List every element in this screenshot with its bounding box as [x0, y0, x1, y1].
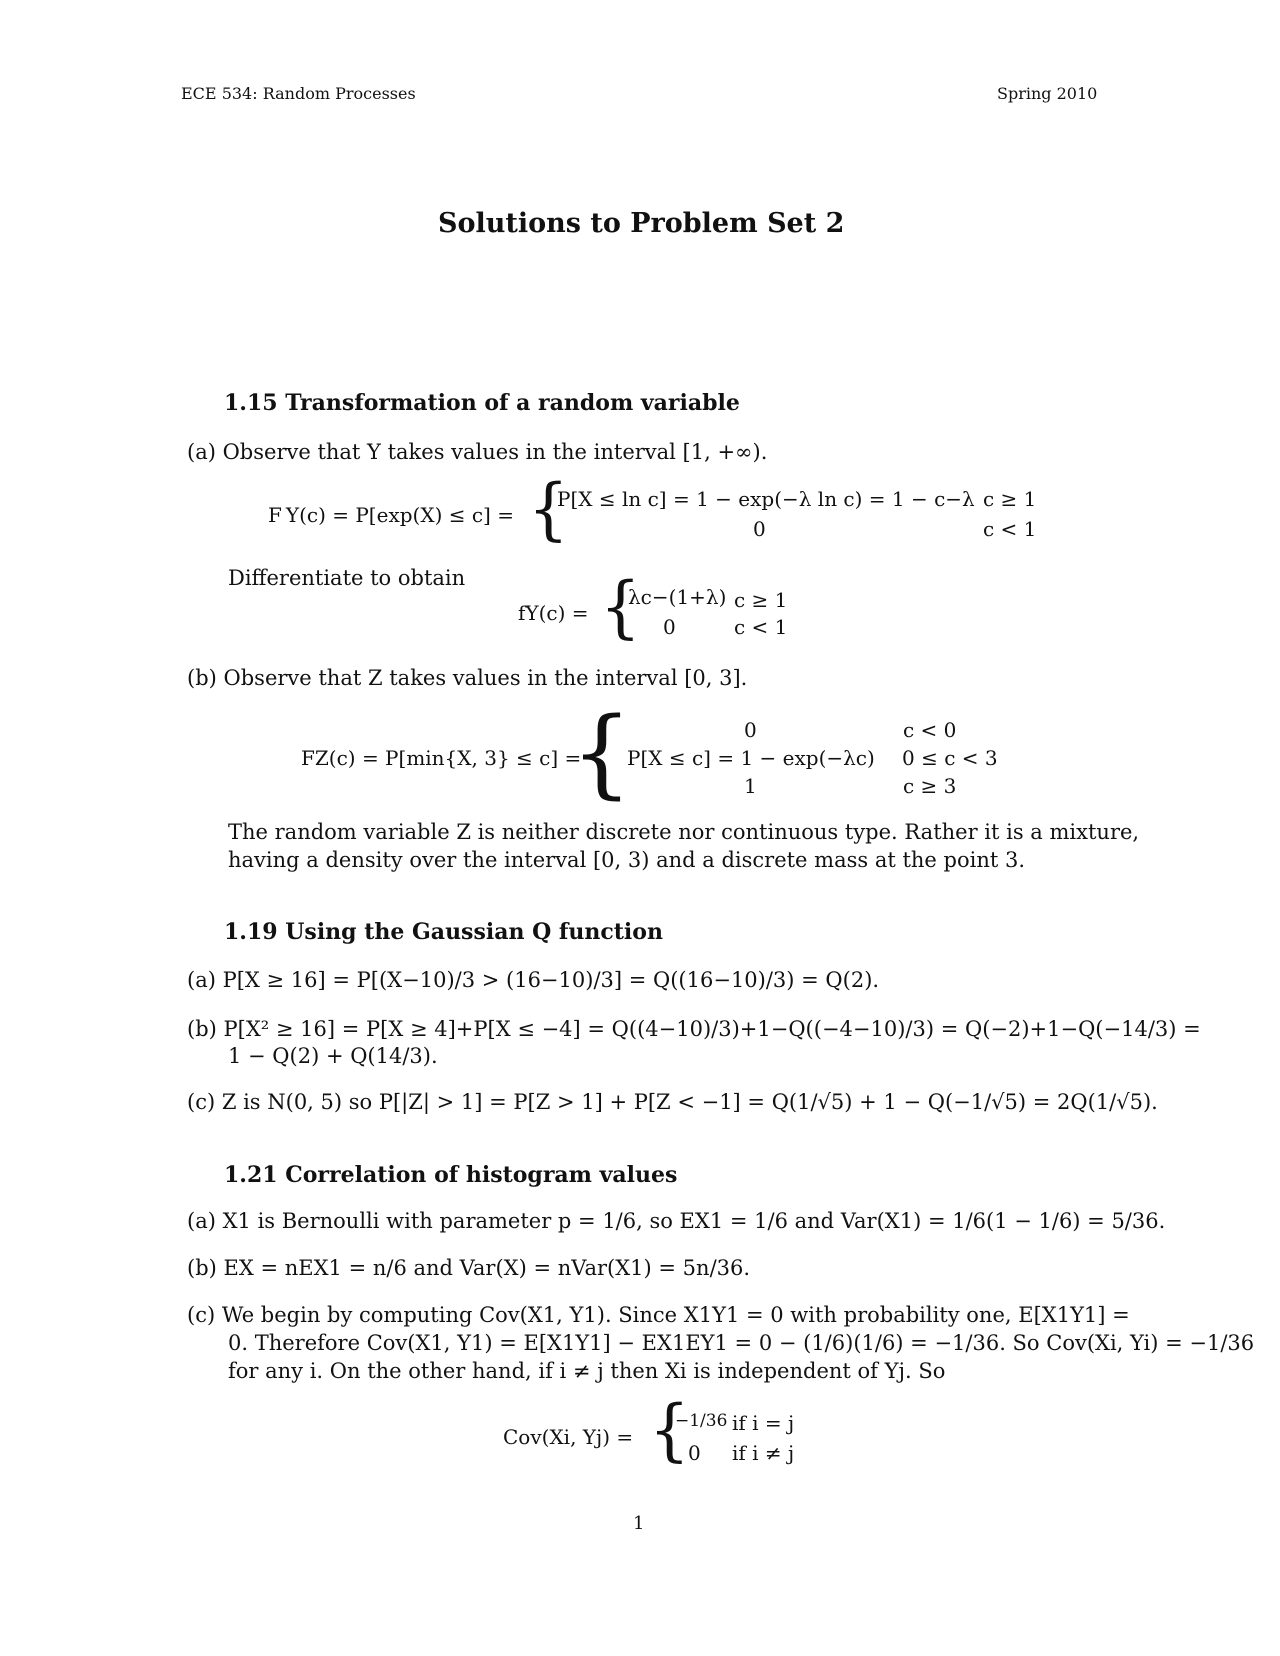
- s115-note-line2: having a density over the interval [0, 3) and a discrete mass at the point 3.: [228, 848, 1026, 872]
- s121-part-c-line1: (c) We begin by computing Cov(X1, Y1). Since X1Y1 = 0 with probability one, E[X1Y1] =: [187, 1303, 1130, 1327]
- cov-case2: 0: [688, 1441, 701, 1465]
- FZ-case3: 1: [744, 774, 757, 798]
- s115-part-a: (a) Observe that Y takes values in the interval [1, +∞).: [187, 440, 768, 464]
- FY-cond1: c ≥ 1: [983, 487, 1037, 511]
- s121-part-c-line2: 0. Therefore Cov(X1, Y1) = E[X1Y1] − EX1EY1 = 0 − (1/6)(1/6) = −1/36. So Cov(Xi, Yi) = −1/36: [228, 1331, 1255, 1355]
- FZ-case2: P[X ≤ c] = 1 − exp(−λc): [627, 746, 875, 770]
- s119-part-c: (c) Z is N(0, 5) so P[|Z| > 1] = P[Z > 1] + P[Z < −1] = Q(1/√5) + 1 − Q(−1/√5) = 2Q(1/√5).: [187, 1090, 1158, 1114]
- cov-case1: −1/36: [675, 1411, 728, 1431]
- FY-cond2: c < 1: [983, 517, 1037, 541]
- s119-part-b-line2: 1 − Q(2) + Q(14/3).: [228, 1044, 438, 1068]
- FY-brace: {: [528, 471, 569, 549]
- fY-brace: {: [600, 569, 641, 647]
- FZ-cond2: 0 ≤ c < 3: [902, 746, 998, 770]
- fY-cond2: c < 1: [734, 615, 788, 639]
- fY-case2: 0: [663, 615, 676, 639]
- header-course: ECE 534: Random Processes: [181, 84, 416, 103]
- fY-cond1: c ≥ 1: [734, 588, 788, 612]
- s115-note-line1: The random variable Z is neither discrete nor continuous type. Rather it is a mixture,: [228, 820, 1140, 844]
- s121-part-a: (a) X1 is Bernoulli with parameter p = 1/6, so EX1 = 1/6 and Var(X1) = 1/6(1 − 1/6) = 5/36.: [187, 1209, 1166, 1233]
- FZ-cond1: c < 0: [903, 718, 957, 742]
- FZ-lhs: FZ(c) = P[min{X, 3} ≤ c] =: [301, 746, 582, 770]
- FY-case2: 0: [753, 517, 766, 541]
- cov-cond2: if i ≠ j: [732, 1441, 795, 1465]
- fY-case1: λc−(1+λ): [628, 585, 727, 609]
- s121-part-b: (b) EX = nEX1 = n/6 and Var(X) = nVar(X1) = 5n/36.: [187, 1256, 751, 1280]
- s121-part-c-line3: for any i. On the other hand, if i ≠ j then Xi is independent of Yj. So: [228, 1359, 946, 1383]
- s115-part-b: (b) Observe that Z takes values in the interval [0, 3].: [187, 666, 748, 690]
- fY-lhs: fY(c) =: [518, 601, 589, 625]
- section-heading-1-15: 1.15 Transformation of a random variable: [224, 390, 740, 416]
- s119-part-a: (a) P[X ≥ 16] = P[(X−10)/3 > (16−10)/3] = Q((16−10)/3) = Q(2).: [187, 968, 880, 992]
- cov-cond1: if i = j: [732, 1411, 795, 1435]
- FZ-brace: {: [571, 697, 633, 809]
- FZ-case1: 0: [744, 718, 757, 742]
- cov-lhs: Cov(Xi, Yj) =: [503, 1425, 634, 1449]
- s119-part-b-line1: (b) P[X² ≥ 16] = P[X ≥ 4]+P[X ≤ −4] = Q((4−10)/3)+1−Q((−4−10)/3) = Q(−2)+1−Q(−14/3) =: [187, 1017, 1201, 1041]
- header-term: Spring 2010: [997, 84, 1098, 103]
- page-title: Solutions to Problem Set 2: [438, 208, 845, 239]
- FY-lhs: F Y(c) = P[exp(X) ≤ c] =: [268, 503, 514, 527]
- cov-brace: {: [649, 1392, 690, 1470]
- FZ-cond3: c ≥ 3: [903, 774, 957, 798]
- FY-case1: P[X ≤ ln c] = 1 − exp(−λ ln c) = 1 − c−λ: [557, 487, 975, 511]
- section-heading-1-19: 1.19 Using the Gaussian Q function: [224, 919, 663, 945]
- page-number: 1: [633, 1513, 645, 1534]
- section-heading-1-21: 1.21 Correlation of histogram values: [224, 1162, 678, 1188]
- s115-diff-text: Differentiate to obtain: [228, 566, 466, 590]
